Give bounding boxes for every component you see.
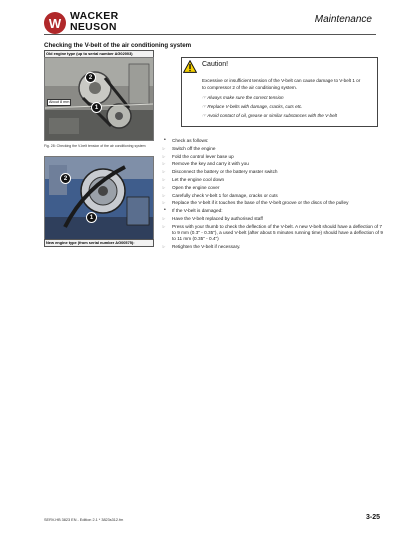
caution-item-text: Always make sure the correct tension xyxy=(207,95,284,100)
new-engine-illustration xyxy=(45,157,153,239)
step-item xyxy=(161,160,383,168)
action-marker-icon: ☞ xyxy=(202,95,207,100)
step-item xyxy=(161,184,383,192)
step-text: Carefully check V-belt 1 for damage, cracks or cuts xyxy=(172,192,278,198)
bullet-icon: • xyxy=(164,207,166,214)
action-marker-icon: ☞ xyxy=(162,223,166,229)
page-number: 3-25 xyxy=(365,514,380,521)
step-text: Check as follows: xyxy=(172,138,209,143)
action-marker-icon: ☞ xyxy=(162,161,166,167)
brand-line-1: WACKER xyxy=(70,10,119,22)
section-title: Maintenance xyxy=(314,14,372,25)
figure-number-caption: Fig. 28: Checking the V-belt tension of the air conditioning system xyxy=(44,144,146,148)
step-text: Fold the control lever base up xyxy=(172,153,234,159)
callout-1-vbelt-new: 1 xyxy=(86,212,97,223)
step-text: Let the engine cool down xyxy=(172,176,225,182)
caution-item-text: Avoid contact of oil, grease or similar substances with the V-belt xyxy=(207,113,337,118)
page-title: Checking the V-belt of the air conditioning system xyxy=(44,42,192,49)
action-marker-icon: ☞ xyxy=(202,104,207,109)
action-marker-icon: ☞ xyxy=(162,145,166,151)
step-text: Switch off the engine xyxy=(172,145,216,151)
caution-text-line-2: to compressor 2 of the air conditioning system. xyxy=(202,85,297,90)
action-marker-icon: ☞ xyxy=(162,184,166,190)
step-text: Retighten the V-belt if necessary. xyxy=(172,243,241,249)
step-item xyxy=(161,224,383,242)
step-item xyxy=(161,243,383,251)
bullet-icon: • xyxy=(164,137,166,143)
action-marker-icon: ☞ xyxy=(202,113,207,118)
step-text: Have the V-belt replaced by authorised staff xyxy=(172,215,263,221)
bottom-figure-caption: New engine type (from serial number AG00575): xyxy=(44,239,154,247)
action-marker-icon: ☞ xyxy=(162,176,166,182)
step-item xyxy=(161,153,383,161)
step-text: Remove the key and carry it with you xyxy=(172,161,249,167)
step-text: Replace the V-belt if it touches the base of the V-belt groove or the discs of the pulley xyxy=(172,200,349,206)
step-text: If the V-belt is damaged: xyxy=(172,208,223,214)
step-item xyxy=(161,207,383,215)
action-marker-icon: ☞ xyxy=(162,243,166,249)
caution-item xyxy=(202,113,372,119)
new-engine-photo xyxy=(44,156,154,240)
caution-item-text: Replace V-belts with damage, cracks, cuts etc. xyxy=(207,104,303,109)
action-marker-icon: ☞ xyxy=(162,153,166,159)
step-text: Press with your thumb to check the deflection of the V-belt. A new V-belt should have a deflection of 7 to 9 mm (0.3" - 0.35"), a used V-belt (after about 5 minutes running time) should have a deflection of 9 to 11 mm (0.35" - 0.4") xyxy=(172,223,383,241)
step-item xyxy=(161,176,383,184)
action-marker-icon: ☞ xyxy=(162,169,166,175)
action-marker-icon: ☞ xyxy=(162,200,166,206)
deflection-label: About 8 mm xyxy=(49,100,70,104)
step-text: Open the engine cover xyxy=(172,184,220,190)
warning-triangle-icon xyxy=(183,60,197,73)
top-figure-caption: Old engine type (up to serial number AG02003) xyxy=(44,50,154,58)
procedure-steps xyxy=(161,137,383,251)
callout-2-compressor-new: 2 xyxy=(60,173,71,184)
caution-title: Caution! xyxy=(202,61,229,68)
caution-text-line-1: Excessive or insufficient tension of the V-belt can cause damage to V-belt 1 or xyxy=(202,78,361,83)
brand-name xyxy=(70,11,118,33)
step-item xyxy=(161,145,383,153)
step-item xyxy=(161,215,383,223)
step-text: Disconnect the battery or the battery master switch xyxy=(172,169,278,175)
old-engine-photo xyxy=(44,57,154,141)
step-item xyxy=(161,137,383,145)
callout-2-compressor: 2 xyxy=(85,72,96,83)
step-item xyxy=(161,192,383,200)
step-item xyxy=(161,168,383,176)
callout-1-vbelt: 1 xyxy=(91,102,102,113)
step-item xyxy=(161,199,383,207)
caution-item xyxy=(202,104,372,110)
brand-line-2: NEUSON xyxy=(70,21,117,33)
action-marker-icon: ☞ xyxy=(162,192,166,198)
header-divider xyxy=(44,34,376,35)
brand-logo-icon: W xyxy=(44,12,66,34)
caution-item xyxy=(202,95,372,101)
action-marker-icon: ☞ xyxy=(162,215,166,221)
footer-doc-id: SERV-HB 3823 EN - Edition 2.1 * 3823s312.fm xyxy=(44,518,124,522)
